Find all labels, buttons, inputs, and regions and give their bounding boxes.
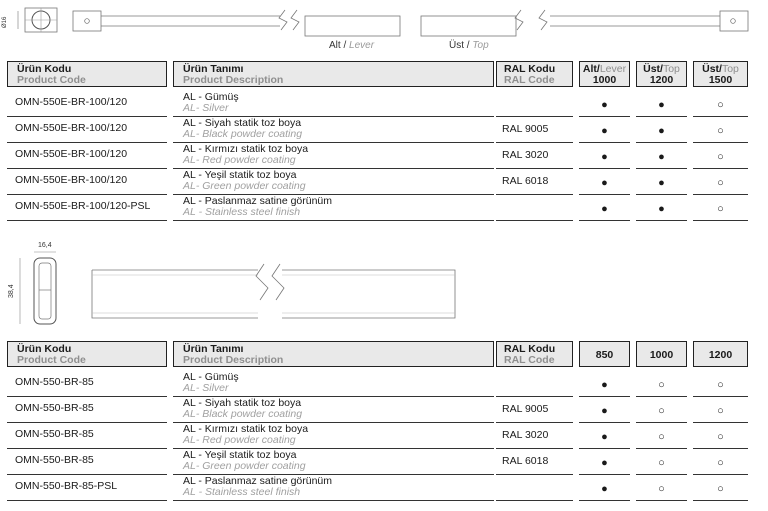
product-code: OMN-550-BR-85	[15, 428, 94, 440]
product-description: AL - Siyah statik toz boya AL- Black powder coating	[183, 117, 303, 140]
availability-mark: ○	[717, 457, 724, 469]
row-divider	[636, 500, 687, 501]
lever-label: Alt / Lever	[329, 40, 375, 51]
availability-mark: ●	[658, 151, 665, 163]
flat-profile-drawing	[0, 242, 768, 334]
mid-drawing	[0, 242, 768, 334]
product-code: OMN-550-BR-85	[15, 376, 94, 388]
table-row	[7, 117, 748, 143]
availability-mark: ○	[717, 99, 724, 111]
ral-code	[496, 195, 573, 221]
header-size-850: 850	[579, 341, 630, 367]
product-code: OMN-550E-BR-100/120	[15, 96, 128, 108]
product-code: OMN-550-BR-85	[15, 454, 94, 466]
availability-mark: ●	[601, 203, 608, 215]
product-description: AL - Siyah statik toz boya AL- Black powder coating	[183, 397, 303, 420]
table-row	[7, 449, 748, 475]
table-row	[7, 423, 748, 449]
row-divider	[7, 220, 167, 221]
top-profile-drawing	[0, 0, 768, 58]
product-description: AL - Kırmızı statik toz boya AL- Red powder coating	[183, 423, 309, 446]
top-drawing	[0, 0, 768, 58]
availability-mark: ●	[601, 151, 608, 163]
availability-mark: ●	[601, 379, 608, 391]
availability-mark: ●	[601, 457, 608, 469]
availability-mark: ○	[717, 431, 724, 443]
availability-mark: ●	[658, 177, 665, 189]
header-ral-code: RAL Kodu RAL Code	[496, 341, 573, 367]
availability-mark: ●	[601, 405, 608, 417]
product-description: AL - Gümüş AL- Silver	[183, 91, 239, 114]
availability-mark: ●	[601, 483, 608, 495]
table-row	[7, 371, 748, 397]
table-row	[7, 397, 748, 423]
table-row	[7, 143, 748, 169]
availability-mark: ○	[717, 125, 724, 137]
product-description: AL - Paslanmaz satine görünüm AL - Stainless steel finish	[183, 195, 333, 218]
availability-mark: ○	[658, 431, 665, 443]
row-divider	[496, 500, 573, 501]
row-divider	[579, 500, 630, 501]
round-diameter-dimension: Ø16	[2, 16, 8, 28]
header-product-description: Ürün Tanımı Product Description	[173, 341, 494, 367]
availability-mark: ○	[658, 405, 665, 417]
height-dimension: 38,4	[8, 284, 15, 298]
availability-mark: ○	[717, 151, 724, 163]
header-product-description: Ürün Tanımı Product Description	[173, 61, 494, 87]
availability-mark: ○	[658, 457, 665, 469]
table-row	[7, 195, 748, 221]
top-label: Üst / Top	[449, 40, 489, 51]
ral-code: RAL 9005	[502, 123, 549, 135]
header-size-1000: 1000	[636, 341, 687, 367]
ral-code: RAL 3020	[502, 429, 549, 441]
availability-mark: ○	[658, 379, 665, 391]
row-divider	[173, 500, 494, 501]
product-code: OMN-550-BR-85-PSL	[15, 480, 118, 492]
ral-code	[496, 91, 573, 117]
ral-code: RAL 6018	[502, 455, 549, 467]
product-code: OMN-550E-BR-100/120	[15, 122, 128, 134]
row-divider	[579, 220, 630, 221]
availability-mark: ●	[601, 99, 608, 111]
table-row	[7, 475, 748, 501]
product-code: OMN-550E-BR-100/120	[15, 174, 128, 186]
product-description: AL - Kırmızı statik toz boya AL- Red powder coating	[183, 143, 309, 166]
row-divider	[636, 220, 687, 221]
availability-mark: ●	[658, 203, 665, 215]
header-size-1200: 1200	[693, 341, 748, 367]
product-table-1	[7, 61, 748, 226]
availability-mark: ●	[601, 177, 608, 189]
header-product-code: Ürün Kodu Product Code	[7, 341, 167, 367]
row-divider	[7, 500, 167, 501]
availability-mark: ○	[717, 405, 724, 417]
ral-code: RAL 6018	[502, 175, 549, 187]
ral-code: RAL 3020	[502, 149, 549, 161]
header-product-code: Ürün Kodu Product Code	[7, 61, 167, 87]
product-description: AL - Yeşil statik toz boya AL- Green powder coating	[183, 449, 306, 472]
table-row	[7, 91, 748, 117]
product-description: AL - Yeşil statik toz boya AL- Green powder coating	[183, 169, 306, 192]
row-divider	[496, 220, 573, 221]
product-code: OMN-550-BR-85	[15, 402, 94, 414]
header-size-top-1500: Üst/Top 1500	[693, 61, 748, 87]
availability-mark: ○	[717, 177, 724, 189]
row-divider	[693, 500, 748, 501]
width-dimension: 16,4	[38, 242, 52, 249]
header-ral-code: RAL Kodu RAL Code	[496, 61, 573, 87]
ral-code	[496, 371, 573, 397]
row-divider	[693, 220, 748, 221]
ral-code	[496, 475, 573, 501]
product-description: AL - Paslanmaz satine görünüm AL - Stainless steel finish	[183, 475, 333, 498]
product-code: OMN-550E-BR-100/120	[15, 148, 128, 160]
table-row	[7, 169, 748, 195]
availability-mark: ●	[601, 431, 608, 443]
header-size-top-1200: Üst/Top 1200	[636, 61, 687, 87]
availability-mark: ○	[658, 483, 665, 495]
ral-code: RAL 9005	[502, 403, 549, 415]
row-divider	[173, 220, 494, 221]
availability-mark: ●	[658, 125, 665, 137]
product-table-2	[7, 341, 748, 506]
header-size-lever-1000: Alt/Lever 1000	[579, 61, 630, 87]
availability-mark: ●	[601, 125, 608, 137]
availability-mark: ○	[717, 379, 724, 391]
availability-mark: ○	[717, 203, 724, 215]
product-description: AL - Gümüş AL- Silver	[183, 371, 239, 394]
availability-mark: ●	[658, 99, 665, 111]
availability-mark: ○	[717, 483, 724, 495]
product-code: OMN-550E-BR-100/120-PSL	[15, 200, 151, 212]
